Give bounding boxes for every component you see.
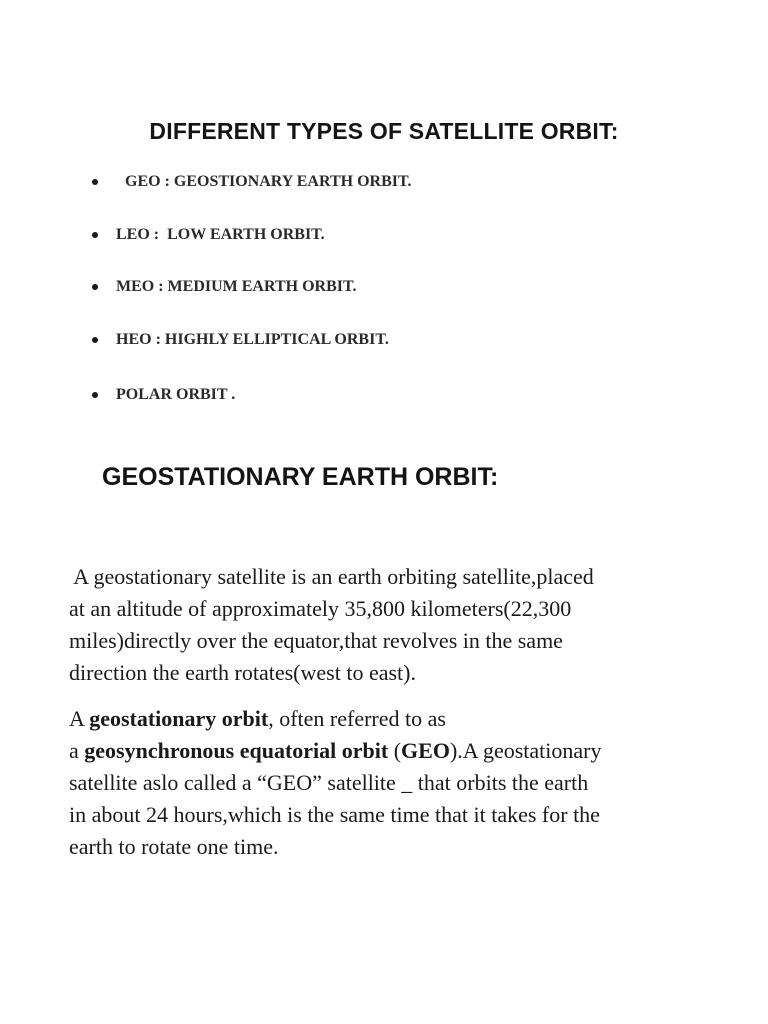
text-run: A [69,706,90,731]
geostationary-orbit-paragraph [69,703,709,863]
paragraph-line: in about 24 hours,which is the same time that it takes for the [69,802,600,827]
satellite-orbit-types-heading: DIFFERENT TYPES OF SATELLITE ORBIT: [149,118,619,144]
bullet-icon [92,337,98,343]
paragraph-line: satellite aslo called a “GEO” satellite _ that orbits the earth [69,770,589,795]
bold-term: geosynchronous equatorial orbit [84,738,389,763]
text-run: ( [388,738,402,763]
bold-term: GEO [401,738,450,763]
bullet-icon [92,179,98,185]
list-item-text: MEO : MEDIUM EARTH ORBIT. [116,278,357,295]
bullet-icon [92,392,98,398]
text-run: a [69,738,85,763]
bullet-icon [92,284,98,290]
paragraph-line [69,703,709,735]
paragraph-line: at an altitude of approximately 35,800 kilometers(22,300 [69,596,572,621]
paragraph-line: miles)directly over the equator,that revolves in the same [69,628,563,653]
paragraph-line: direction the earth rotates(west to east). [69,660,416,685]
paragraph-line: A geostationary satellite is an earth orbiting satellite,placed [69,564,594,589]
list-item-text: LEO : LOW EARTH ORBIT. [116,226,325,243]
bullet-icon [92,232,98,238]
text-run: , often referred to as [268,706,446,731]
bold-term: geostationary orbit [89,706,269,731]
list-item-text: GEO : GEOSTIONARY EARTH ORBIT. [121,173,412,190]
geostationary-description-paragraph [69,561,709,689]
text-run: ).A geostationary [449,738,602,763]
paragraph-line [69,735,709,767]
list-item-text: POLAR ORBIT . [116,386,236,403]
geostationary-orbit-heading: GEOSTATIONARY EARTH ORBIT: [102,463,499,491]
list-item-text: HEO : HIGHLY ELLIPTICAL ORBIT. [116,331,389,348]
paragraph-line: earth to rotate one time. [69,834,279,859]
